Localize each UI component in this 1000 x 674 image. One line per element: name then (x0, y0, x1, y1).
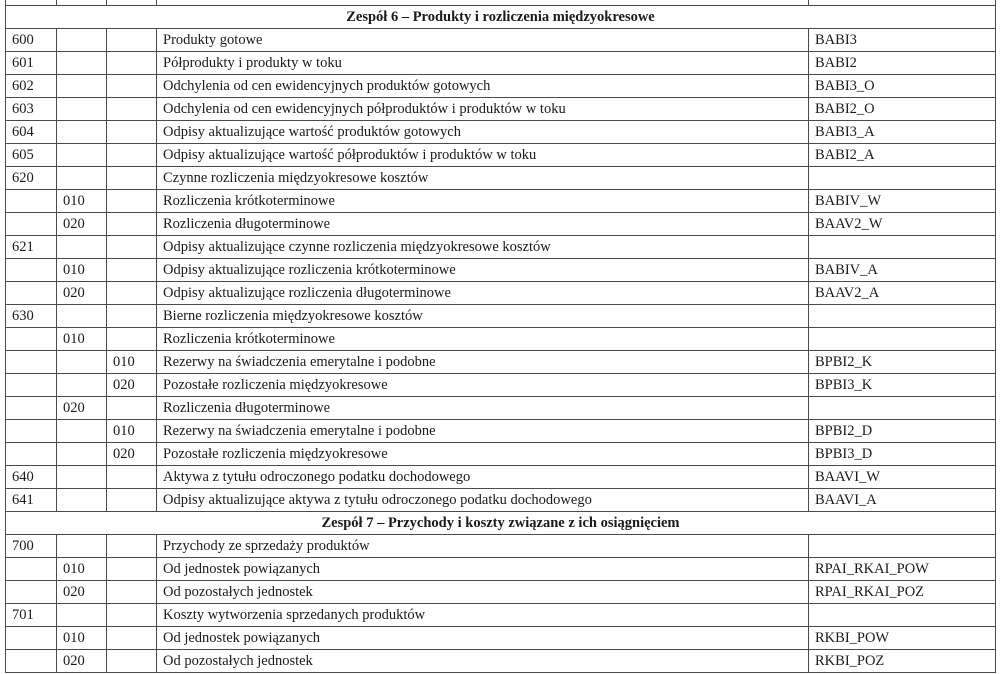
account-number-cell: 605 (6, 144, 57, 167)
subaccount-number-cell: 020 (57, 397, 107, 420)
subaccount-number-cell: 010 (57, 627, 107, 650)
table-row (6, 282, 996, 305)
element-code-cell: BABI3 (809, 29, 996, 52)
account-number-cell: 602 (6, 75, 57, 98)
account-number-cell: 620 (6, 167, 57, 190)
accounts-table-body (6, 0, 996, 673)
account-name-cell: Odchylenia od cen ewidencyjnych półproduktów i produktów w toku (157, 98, 809, 121)
sub-subaccount-number-cell (107, 328, 157, 351)
element-code-cell (809, 167, 996, 190)
account-number-cell: 701 (6, 604, 57, 627)
element-code-cell: BAAV2_A (809, 282, 996, 305)
account-number-cell (6, 374, 57, 397)
element-code-cell: BABI3_A (809, 121, 996, 144)
subaccount-number-cell (57, 535, 107, 558)
sub-subaccount-number-cell (107, 282, 157, 305)
element-code-cell: RPAI_RKAI_POW (809, 558, 996, 581)
account-number-cell: 640 (6, 466, 57, 489)
subaccount-number-cell (57, 144, 107, 167)
subaccount-number-cell (57, 29, 107, 52)
account-name-cell: Rezerwy na świadczenia emerytalne i podobne (157, 420, 809, 443)
subaccount-number-cell (57, 443, 107, 466)
account-name-cell: Odpisy aktualizujące rozliczenia długoterminowe (157, 282, 809, 305)
table-row (6, 328, 996, 351)
sub-subaccount-number-cell (107, 489, 157, 512)
sub-subaccount-number-cell (107, 604, 157, 627)
account-name-cell: Od pozostałych jednostek (157, 581, 809, 604)
account-number-cell (6, 558, 57, 581)
account-name-cell: Aktywa z tytułu odroczonego podatku dochodowego (157, 466, 809, 489)
account-name-cell: Produkty gotowe (157, 29, 809, 52)
account-number-cell (6, 420, 57, 443)
subaccount-number-cell: 020 (57, 213, 107, 236)
sub-subaccount-number-cell (107, 29, 157, 52)
account-number-cell: 603 (6, 98, 57, 121)
element-code-cell: BABI2_O (809, 98, 996, 121)
element-code-cell: RKBI_POW (809, 627, 996, 650)
sub-subaccount-number-cell (107, 121, 157, 144)
account-name-cell: Od jednostek powiązanych (157, 627, 809, 650)
table-row (6, 374, 996, 397)
element-code-cell: BABI2_A (809, 144, 996, 167)
account-name-cell: Rozliczenia krótkoterminowe (157, 328, 809, 351)
element-code-cell: BAAV2_W (809, 213, 996, 236)
table-row (6, 98, 996, 121)
subaccount-number-cell (57, 351, 107, 374)
element-code-cell: RKBI_POZ (809, 650, 996, 673)
subaccount-number-cell (57, 121, 107, 144)
sub-subaccount-number-cell: 010 (107, 420, 157, 443)
table-row (6, 489, 996, 512)
account-name-cell: Odpisy aktualizujące wartość półproduktów i produktów w toku (157, 144, 809, 167)
element-code-cell: BPBI3_K (809, 374, 996, 397)
chart-of-accounts-table (5, 0, 996, 673)
subaccount-number-cell (57, 167, 107, 190)
sub-subaccount-number-cell (107, 190, 157, 213)
sub-subaccount-number-cell (107, 650, 157, 673)
table-row (6, 305, 996, 328)
account-name-cell: Czynne rozliczenia międzyokresowe kosztów (157, 167, 809, 190)
table-row (6, 397, 996, 420)
table-row (6, 144, 996, 167)
sub-subaccount-number-cell (107, 627, 157, 650)
account-name-cell: Bierne rozliczenia międzyokresowe kosztów (157, 305, 809, 328)
account-name-cell: Od jednostek powiązanych (157, 558, 809, 581)
subaccount-number-cell: 010 (57, 328, 107, 351)
account-name-cell: Półprodukty i produkty w toku (157, 52, 809, 75)
element-code-cell: BABI3_O (809, 75, 996, 98)
account-number-cell (6, 259, 57, 282)
sub-subaccount-number-cell (107, 259, 157, 282)
table-row (6, 558, 996, 581)
element-code-cell (809, 604, 996, 627)
section-header-row (6, 6, 996, 29)
sub-subaccount-number-cell (107, 167, 157, 190)
table-row (6, 236, 996, 259)
table-row (6, 351, 996, 374)
account-name-cell: Odchylenia od cen ewidencyjnych produktów gotowych (157, 75, 809, 98)
account-name-cell: Pozostałe rozliczenia międzyokresowe (157, 374, 809, 397)
subaccount-number-cell (57, 98, 107, 121)
subaccount-number-cell (57, 52, 107, 75)
account-number-cell (6, 282, 57, 305)
table-row (6, 167, 996, 190)
account-number-cell (6, 627, 57, 650)
element-code-cell (809, 328, 996, 351)
account-number-cell (6, 351, 57, 374)
sub-subaccount-number-cell (107, 236, 157, 259)
account-name-cell: Rozliczenia długoterminowe (157, 397, 809, 420)
subaccount-number-cell (57, 466, 107, 489)
subaccount-number-cell (57, 75, 107, 98)
sub-subaccount-number-cell (107, 397, 157, 420)
account-name-cell: Rozliczenia długoterminowe (157, 213, 809, 236)
subaccount-number-cell (57, 374, 107, 397)
subaccount-number-cell: 010 (57, 558, 107, 581)
account-name-cell: Rezerwy na świadczenia emerytalne i podobne (157, 351, 809, 374)
sub-subaccount-number-cell (107, 98, 157, 121)
table-row (6, 121, 996, 144)
element-code-cell: BAAVI_W (809, 466, 996, 489)
element-code-cell: BABI2 (809, 52, 996, 75)
sub-subaccount-number-cell (107, 75, 157, 98)
account-name-cell: Od pozostałych jednostek (157, 650, 809, 673)
table-row (6, 604, 996, 627)
table-row (6, 581, 996, 604)
account-number-cell: 630 (6, 305, 57, 328)
sub-subaccount-number-cell (107, 144, 157, 167)
section-title: Zespół 7 – Przychody i koszty związane z ich osiągnięciem (6, 512, 996, 535)
account-name-cell: Pozostałe rozliczenia międzyokresowe (157, 443, 809, 466)
sub-subaccount-number-cell (107, 305, 157, 328)
table-row (6, 190, 996, 213)
accounts-table-wrapper (5, 0, 996, 673)
subaccount-number-cell (57, 420, 107, 443)
element-code-cell: BABIV_W (809, 190, 996, 213)
table-row (6, 627, 996, 650)
subaccount-number-cell: 010 (57, 190, 107, 213)
sub-subaccount-number-cell (107, 535, 157, 558)
account-number-cell (6, 397, 57, 420)
element-code-cell (809, 397, 996, 420)
account-name-cell: Rozliczenia krótkoterminowe (157, 190, 809, 213)
subaccount-number-cell: 020 (57, 581, 107, 604)
subaccount-number-cell: 020 (57, 282, 107, 305)
element-code-cell (809, 236, 996, 259)
sub-subaccount-number-cell: 010 (107, 351, 157, 374)
subaccount-number-cell: 020 (57, 650, 107, 673)
sub-subaccount-number-cell (107, 213, 157, 236)
account-name-cell: Przychody ze sprzedaży produktów (157, 535, 809, 558)
subaccount-number-cell: 010 (57, 259, 107, 282)
account-number-cell: 601 (6, 52, 57, 75)
element-code-cell: RPAI_RKAI_POZ (809, 581, 996, 604)
account-name-cell: Odpisy aktualizujące czynne rozliczenia międzyokresowe kosztów (157, 236, 809, 259)
element-code-cell: BABIV_A (809, 259, 996, 282)
sub-subaccount-number-cell (107, 558, 157, 581)
table-row (6, 52, 996, 75)
table-row (6, 443, 996, 466)
sub-subaccount-number-cell: 020 (107, 374, 157, 397)
element-code-cell: BPBI2_D (809, 420, 996, 443)
section-header-row (6, 512, 996, 535)
table-row (6, 213, 996, 236)
subaccount-number-cell (57, 305, 107, 328)
sub-subaccount-number-cell (107, 581, 157, 604)
account-number-cell: 700 (6, 535, 57, 558)
account-number-cell (6, 443, 57, 466)
element-code-cell: BPBI3_D (809, 443, 996, 466)
account-number-cell (6, 581, 57, 604)
account-name-cell: Odpisy aktualizujące wartość produktów gotowych (157, 121, 809, 144)
subaccount-number-cell (57, 489, 107, 512)
account-number-cell (6, 650, 57, 673)
element-code-cell (809, 305, 996, 328)
element-code-cell: BAAVI_A (809, 489, 996, 512)
account-number-cell: 600 (6, 29, 57, 52)
table-row (6, 75, 996, 98)
account-number-cell (6, 328, 57, 351)
account-name-cell: Odpisy aktualizujące rozliczenia krótkoterminowe (157, 259, 809, 282)
account-name-cell: Odpisy aktualizujące aktywa z tytułu odroczonego podatku dochodowego (157, 489, 809, 512)
account-number-cell: 621 (6, 236, 57, 259)
account-name-cell: Koszty wytworzenia sprzedanych produktów (157, 604, 809, 627)
table-row (6, 29, 996, 52)
section-title: Zespół 6 – Produkty i rozliczenia międzyokresowe (6, 6, 996, 29)
table-row (6, 466, 996, 489)
sub-subaccount-number-cell (107, 466, 157, 489)
element-code-cell: BPBI2_K (809, 351, 996, 374)
subaccount-number-cell (57, 604, 107, 627)
element-code-cell (809, 535, 996, 558)
account-number-cell: 604 (6, 121, 57, 144)
account-number-cell: 641 (6, 489, 57, 512)
subaccount-number-cell (57, 236, 107, 259)
table-row (6, 420, 996, 443)
table-row (6, 535, 996, 558)
account-number-cell (6, 190, 57, 213)
table-row (6, 259, 996, 282)
table-row (6, 650, 996, 673)
account-number-cell (6, 213, 57, 236)
sub-subaccount-number-cell: 020 (107, 443, 157, 466)
sub-subaccount-number-cell (107, 52, 157, 75)
